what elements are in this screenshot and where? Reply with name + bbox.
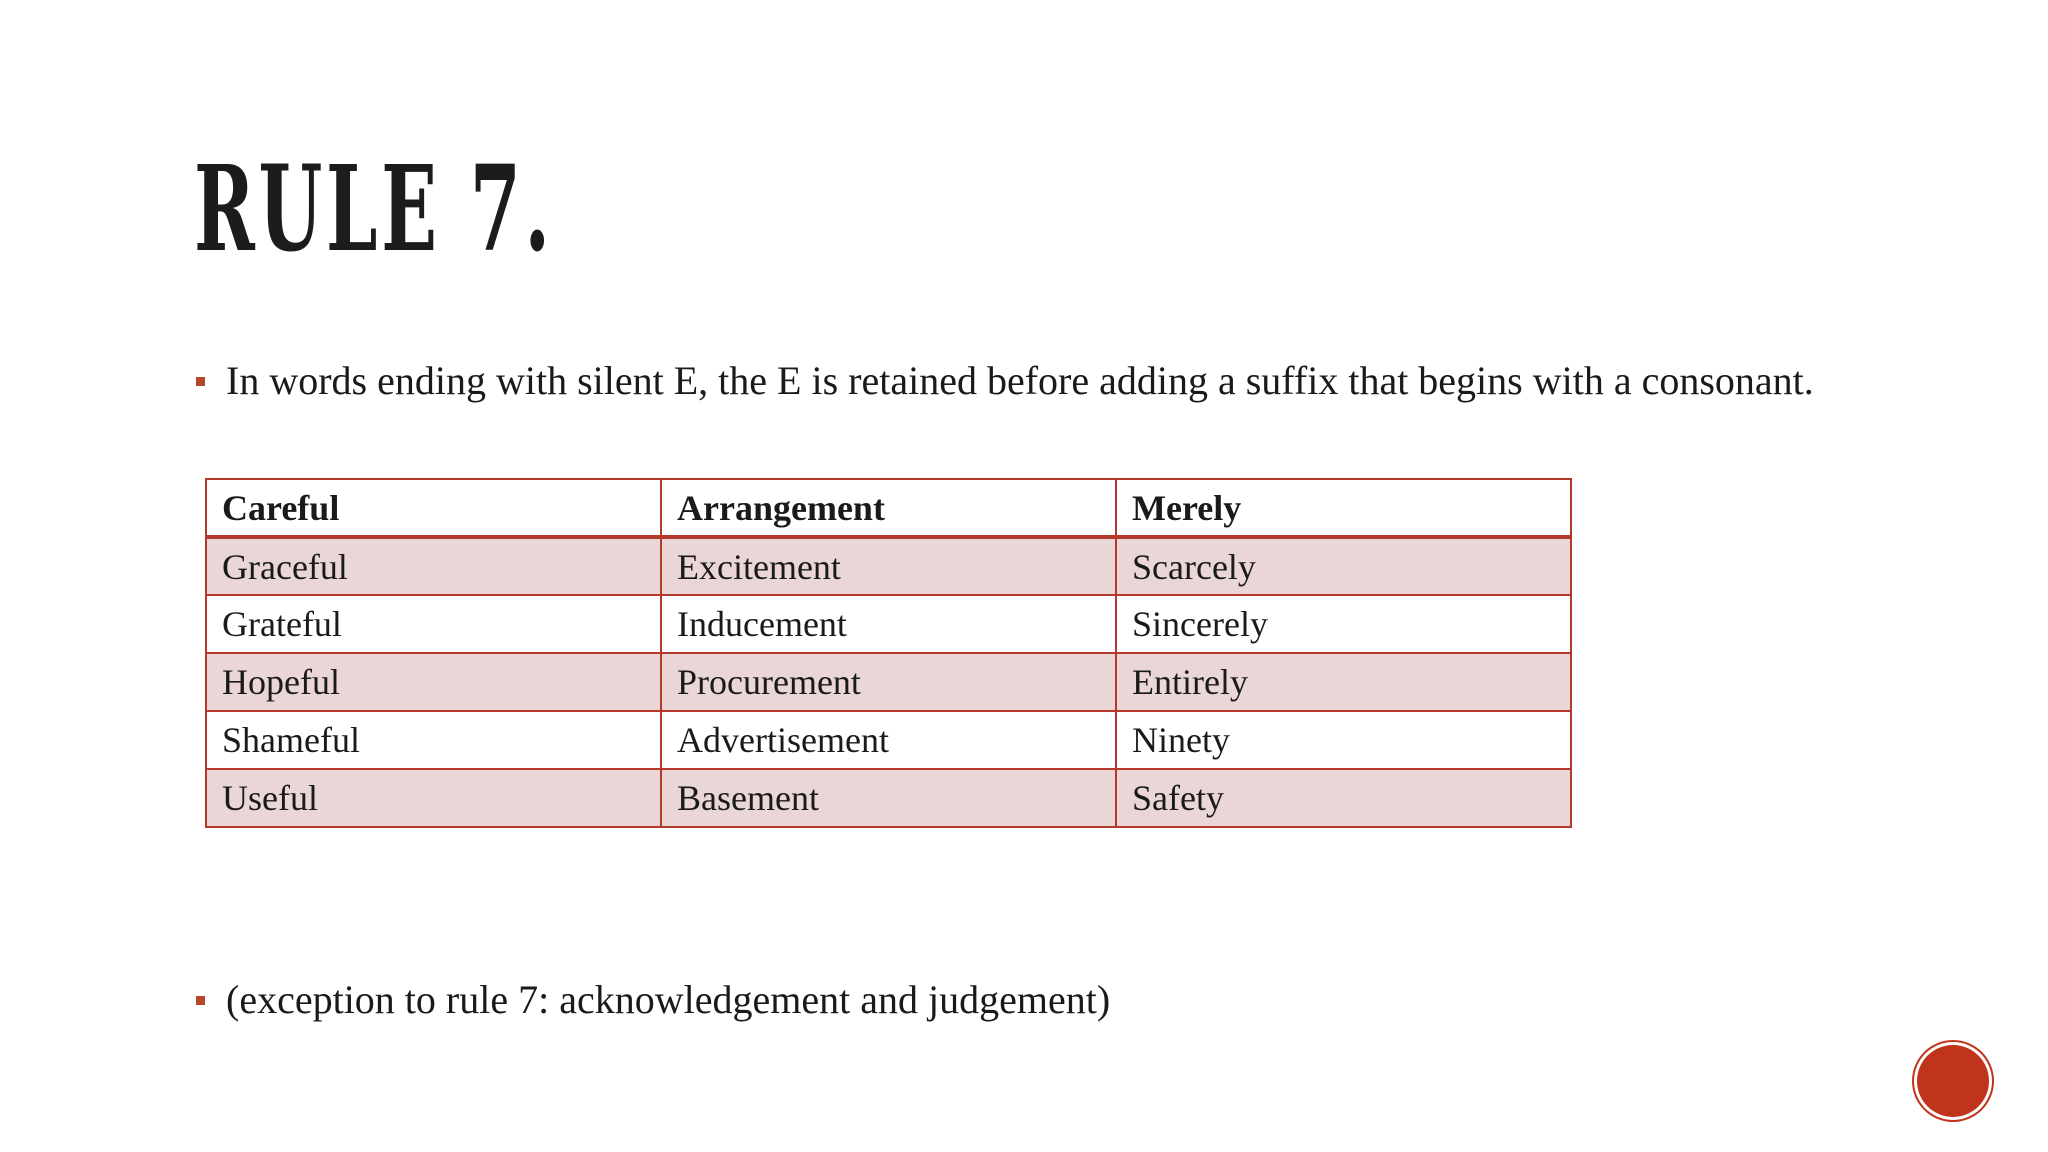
- table-header-row: [206, 479, 1571, 537]
- table-cell: Scarcely: [1116, 537, 1571, 595]
- table-header-cell: Arrangement: [661, 479, 1116, 537]
- bullet-item: [196, 977, 1856, 1022]
- table-row: [206, 595, 1571, 653]
- table-cell: Entirely: [1116, 653, 1571, 711]
- table-cell: Grateful: [206, 595, 661, 653]
- bullet-text: In words ending with silent E, the E is retained before adding a suffix that begins with a consonant.: [226, 358, 1814, 403]
- table-cell: Safety: [1116, 769, 1571, 827]
- square-bullet-icon: [196, 377, 205, 386]
- table-header-cell: Merely: [1116, 479, 1571, 537]
- square-bullet-icon: [196, 996, 205, 1005]
- bullet-item: [196, 358, 1856, 403]
- table-cell: Ninety: [1116, 711, 1571, 769]
- table-cell: Useful: [206, 769, 661, 827]
- slide-title: RULE 7.: [194, 139, 554, 278]
- table-cell: Shameful: [206, 711, 661, 769]
- table-cell: Basement: [661, 769, 1116, 827]
- table-cell: Inducement: [661, 595, 1116, 653]
- table-row: [206, 653, 1571, 711]
- circle-button-icon[interactable]: [1917, 1045, 1989, 1117]
- table-row: [206, 769, 1571, 827]
- suffix-table: [205, 478, 1572, 828]
- table-cell: Sincerely: [1116, 595, 1571, 653]
- table-cell: Excitement: [661, 537, 1116, 595]
- table-cell: Procurement: [661, 653, 1116, 711]
- table-row: [206, 537, 1571, 595]
- table-cell: Hopeful: [206, 653, 661, 711]
- table-header-cell: Careful: [206, 479, 661, 537]
- table-row: [206, 711, 1571, 769]
- table-cell: Advertisement: [661, 711, 1116, 769]
- bullet-text: (exception to rule 7: acknowledgement and judgement): [226, 977, 1111, 1022]
- table-cell: Graceful: [206, 537, 661, 595]
